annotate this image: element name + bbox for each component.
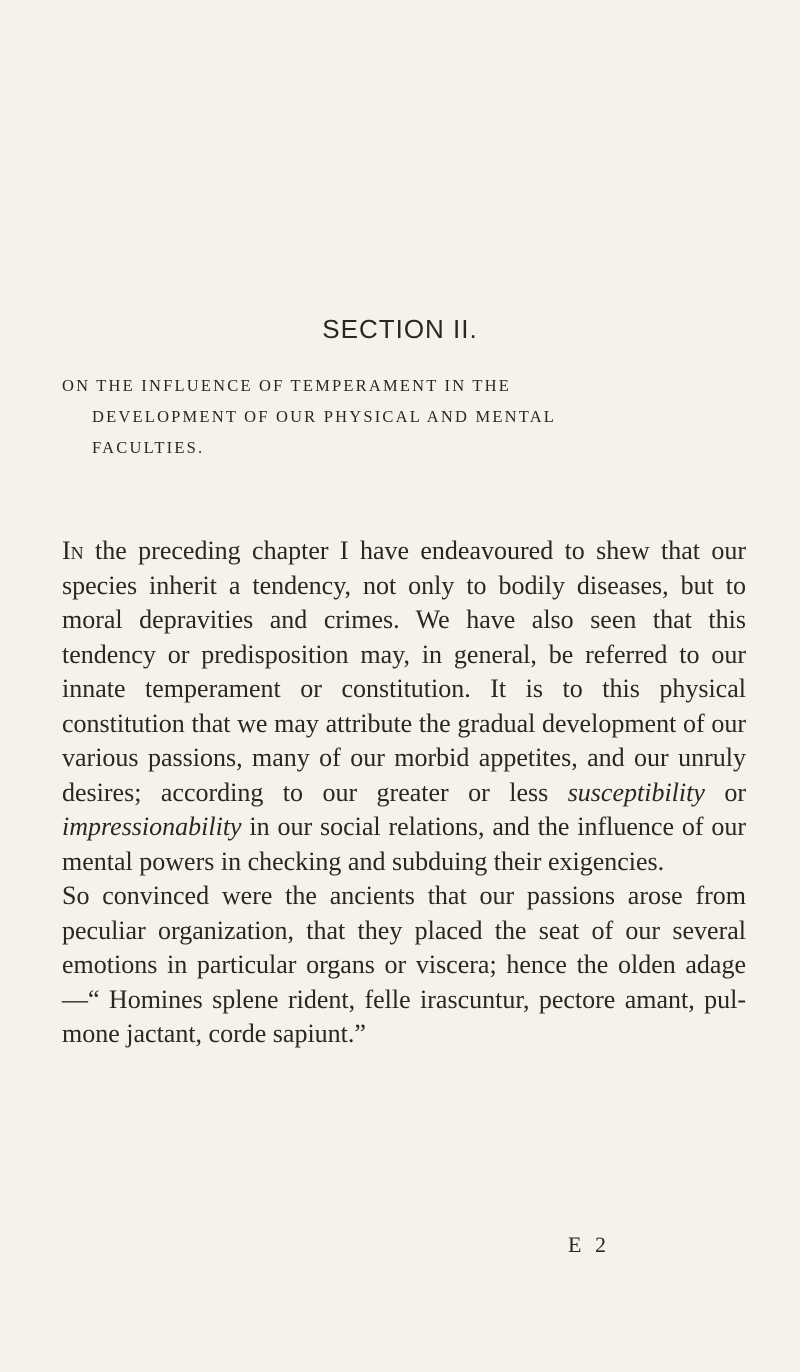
paragraph-1 <box>62 534 746 879</box>
paragraph-1-part-c: in our social relations, and the influence of our mental powers in checking and subduing their exigencies. <box>62 812 746 876</box>
body-text <box>62 534 746 1052</box>
paragraph-2: So convinced were the ancients that our passions arose from peculiar organization, that they placed the seat of our several emotions in particular organs or viscera; hence the olden adage—“ Homines splene rident, felle irascuntur, pectore amant, pul-mone jactant, corde sapiunt.” <box>62 881 746 1048</box>
paragraph-1-part-a: the preceding chapter I have endeavoured to shew that our species inherit a tendency, not only to bodily diseases, but to moral depravities and crimes. We have also seen that this tendency or predisposition may, in general, be referred to our innate temperament or constitution. It is to this physical constitution that we may attribute the gradual development of our various passions, many of our morbid appetites, and our unruly desires; according to our greater or less <box>62 536 746 807</box>
page-signature: E 2 <box>568 1232 610 1257</box>
paragraph-1-part-b: or <box>704 777 746 807</box>
section-title: SECTION II. <box>322 314 478 344</box>
subtitle-line-1: ON THE INFLUENCE OF TEMPERAMENT IN THE <box>62 376 512 395</box>
section-subtitle <box>62 370 742 463</box>
italic-term-impressionability: impressionability <box>62 812 242 841</box>
subtitle-line-2: DEVELOPMENT OF OUR PHYSICAL AND MENTAL <box>92 407 557 426</box>
subtitle-line-3: FACULTIES. <box>92 438 205 457</box>
italic-term-susceptibility: susceptibility <box>567 777 705 807</box>
paragraph-lead-word: In <box>62 536 84 565</box>
